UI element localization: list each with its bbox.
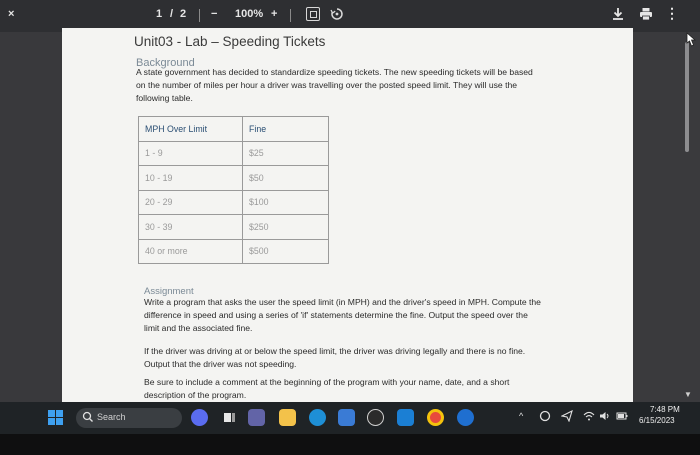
zoom-in-button[interactable]: + <box>271 8 278 20</box>
page-count: 2 <box>180 8 187 20</box>
assignment-line: If the driver was driving at or below the speed limit, the driver was driving legally and there is no fine. <box>144 346 526 356</box>
clock-date[interactable]: 6/15/2023 <box>639 416 675 425</box>
assignment-line: limit and the associated fine. <box>144 323 253 333</box>
app-icon[interactable] <box>397 409 414 426</box>
send-icon[interactable] <box>561 410 573 422</box>
download-icon[interactable] <box>611 7 625 21</box>
store-app-icon[interactable] <box>338 409 355 426</box>
table-row <box>139 141 329 166</box>
zoom-out-button[interactable]: − <box>211 8 218 20</box>
fit-to-page-icon[interactable] <box>306 7 320 21</box>
fine-cell: $100 <box>243 190 329 215</box>
fine-cell: $500 <box>243 239 329 264</box>
scrollbar-thumb[interactable] <box>685 42 689 152</box>
speeding-fine-table <box>138 116 329 264</box>
document-title: Unit03 - Lab – Speeding Tickets <box>134 34 326 49</box>
tray-app-icon[interactable] <box>539 410 551 422</box>
toolbar-divider <box>290 9 291 22</box>
mph-cell: 40 or more <box>139 239 243 264</box>
assignment-line: Be sure to include a comment at the beginning of the program with your name, date, and a short <box>144 377 510 387</box>
column-header-mph-over-limit: MPH Over Limit <box>139 117 243 142</box>
wifi-icon[interactable] <box>583 410 595 422</box>
search-icon <box>82 411 94 423</box>
scroll-down-arrow-icon[interactable]: ▼ <box>684 390 692 399</box>
app-icon[interactable] <box>457 409 474 426</box>
edge-browser-icon[interactable] <box>309 409 326 426</box>
intro-line: on the number of miles per hour a driver was travelling over the posted speed limit. They will use the <box>136 80 518 90</box>
battery-icon[interactable] <box>616 410 628 422</box>
chrome-browser-icon[interactable] <box>427 409 444 426</box>
dell-app-icon[interactable] <box>367 409 384 426</box>
volume-icon[interactable] <box>599 410 611 422</box>
section-heading-background: Background <box>136 57 195 69</box>
task-view-icon[interactable] <box>221 409 238 426</box>
teams-app-icon[interactable] <box>248 409 265 426</box>
mph-cell: 30 - 39 <box>139 215 243 240</box>
clock-time[interactable]: 7:48 PM <box>650 405 680 414</box>
mph-cell: 1 - 9 <box>139 141 243 166</box>
mph-cell: 20 - 29 <box>139 190 243 215</box>
toolbar-divider <box>199 9 200 22</box>
mph-cell: 10 - 19 <box>139 166 243 191</box>
viewer-left-margin <box>0 32 62 402</box>
copilot-app-icon[interactable] <box>191 409 208 426</box>
fine-cell: $50 <box>243 166 329 191</box>
assignment-line: Output that the driver was not speeding. <box>144 359 297 369</box>
rotate-icon[interactable] <box>330 7 344 21</box>
table-row <box>139 190 329 215</box>
assignment-line: Write a program that asks the user the speed limit (in MPH) and the driver's speed in MPH. Compute the <box>144 297 541 307</box>
assignment-line: difference in speed and using a series of 'if' statements determine the fine. Output the speed over the <box>144 310 528 320</box>
more-options-icon[interactable]: ⋮ <box>665 5 679 21</box>
table-row <box>139 166 329 191</box>
zoom-level[interactable]: 100% <box>235 8 264 20</box>
table-header-row <box>139 117 329 142</box>
windows-start-icon[interactable] <box>48 410 64 426</box>
search-label: Search <box>97 412 126 422</box>
pdf-page <box>62 28 633 402</box>
section-heading-assignment: Assignment <box>144 286 194 297</box>
close-button[interactable]: × <box>8 8 15 20</box>
show-hidden-icons-chevron-icon[interactable]: ^ <box>519 411 524 421</box>
intro-line: A state government has decided to standardize speeding tickets. The new speeding tickets will be based <box>136 67 533 77</box>
fine-cell: $25 <box>243 141 329 166</box>
fine-cell: $250 <box>243 215 329 240</box>
page-number-separator: / <box>170 8 174 20</box>
table-row <box>139 215 329 240</box>
intro-line: following table. <box>136 93 193 103</box>
print-icon[interactable] <box>639 7 653 21</box>
mouse-cursor-icon <box>684 32 698 48</box>
table-row <box>139 239 329 264</box>
assignment-line: description of the program. <box>144 390 247 400</box>
column-header-fine: Fine <box>243 117 329 142</box>
screen-bezel <box>0 434 700 455</box>
file-explorer-icon[interactable] <box>279 409 296 426</box>
page-number-current[interactable]: 1 <box>156 8 163 20</box>
